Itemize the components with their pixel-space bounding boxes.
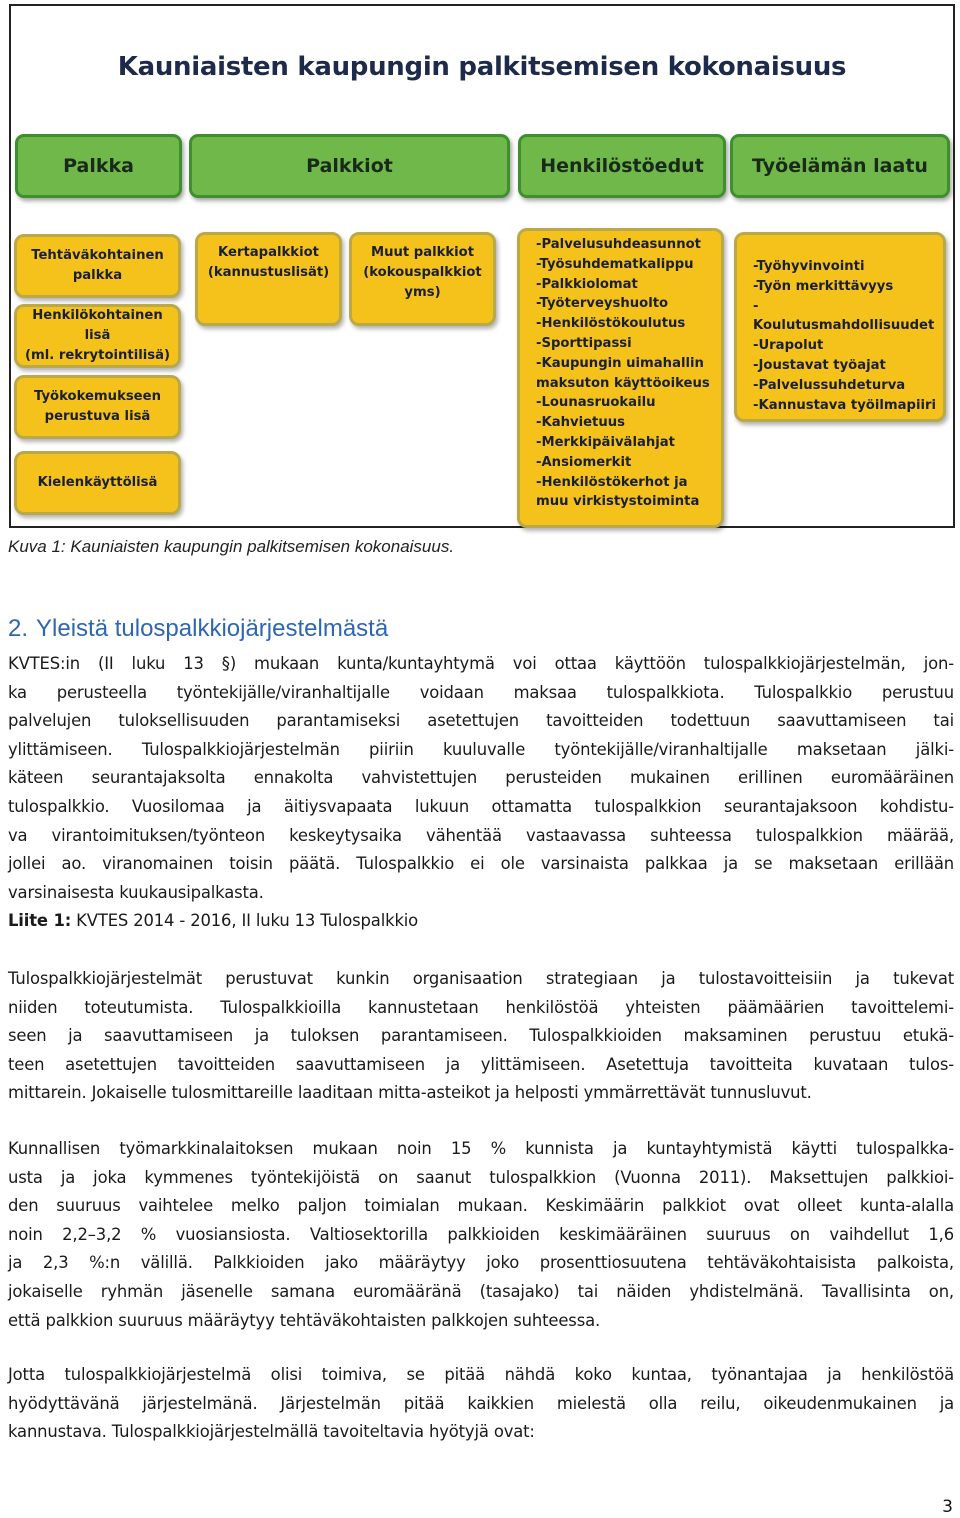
paragraph-2 [8, 965, 954, 1108]
box-tehtavakohtainen-palkka: Tehtäväkohtainen palkka [14, 234, 181, 298]
category-palkkiot: Palkkiot [189, 134, 510, 198]
list-item: -Lounasruokailu [536, 395, 656, 411]
paragraph-line: teen asetettujen tavoitteiden saavuttamiseen ja ylittämiseen. Asetettuja tavoitteita kuvataan tulos- [8, 1054, 954, 1074]
box-muut-palkkiot: Muut palkkiot (kokouspalkkiot yms) [349, 232, 496, 326]
paragraph-line: palvelujen tuloksellisuuden parantamiseksi asetettujen tavoitteiden todettuun saavuttamiseen tai [8, 711, 954, 731]
paragraph-line: hyödyttävänä järjestelmänä. Järjestelmän pitää kaikkien mielestä olla reilu, oikeudenmukainen ja [8, 1393, 954, 1413]
paragraph-line: varsinaisesta kuukausipalkasta. [8, 882, 264, 902]
list-item: -Henkilöstökoulutus [536, 316, 686, 332]
list-item: -Urapolut [753, 338, 824, 354]
paragraph-line: noin 2,2–3,2 % vuosiansiosta. Valtiosektorilla palkkioiden keskimääräinen suuruus on vaihdellut 1,6 [8, 1224, 954, 1244]
tyoelaman-laatu-list [753, 257, 937, 415]
paragraph-line: mittarein. Jokaiselle tulosmittareille laaditaan mitta-asteikot ja helposti ymmärrettävät tunnusluvut. [8, 1083, 812, 1103]
list-item: -Kannustava työilmapiiri [753, 397, 937, 413]
list-item: muu virkistystoiminta [536, 494, 700, 510]
paragraph-3 [8, 1135, 954, 1335]
diagram-title: Kauniaisten kaupungin palkitsemisen kokonaisuus [117, 52, 847, 82]
section-number: 2. [8, 615, 29, 642]
paragraph-line: den suuruus vaihtelee melko paljon toimialan mukaan. Keskimäärin palkkiot ovat olleet kunta-alalla [8, 1196, 954, 1216]
list-item: -Työsuhdematkalippu [536, 256, 694, 272]
section-heading [8, 615, 388, 643]
list-item: -Kaupungin uimahallin [536, 355, 704, 371]
paragraph-line: tulospalkkio. Vuosilomaa ja äitiysvapaata lukuun ottamatta tulospalkkion seurantajaksoon kohdistu- [8, 796, 954, 816]
paragraph-line: Kunnallisen työmarkkinalaitoksen mukaan noin 15 % kunnista ja kuntayhtymistä käytti tulospalkka- [8, 1139, 954, 1158]
box-henkilostoedut [517, 228, 724, 528]
list-item: -Palvelusuhdeasunnot [536, 237, 701, 252]
list-item: -Työterveyshuolto [536, 296, 669, 312]
paragraph-line: jollei ao. viranomainen toisin päätä. Tulospalkkio ei ole varsinaista palkkaa ja se maksetaan erillään [8, 854, 954, 874]
appendix-label: Liite 1: [8, 911, 72, 931]
list-item: -Sporttipassi [536, 335, 632, 351]
paragraph-line: Tulospalkkiojärjestelmät perustuvat kunkin organisaation strategiaan ja tulostavoitteisiin ja tukevat [8, 969, 954, 988]
section-title: Yleistä tulospalkkiojärjestelmästä [36, 615, 389, 642]
paragraph-1 [8, 650, 954, 936]
paragraph-line: jokaiselle ryhmän jäsenelle samana euromääränä (tasajako) tai näiden yhdistelmänä. Tavallisinta on, [8, 1281, 954, 1301]
list-item: -Työhyvinvointi [753, 259, 865, 274]
paragraph-line: Jotta tulospalkkiojärjestelmä olisi toimiva, se pitää nähdä koko kuntaa, työnantajaa ja henkilöstöä [8, 1365, 954, 1384]
list-item: maksuton käyttöoikeus [536, 375, 710, 391]
list-item: -Palvelussuhdeturva [753, 377, 906, 393]
paragraph-line: ylittämiseen. Tulospalkkiojärjestelmän piiriin kuuluvalle työntekijälle/viranhaltijalle maksetaan jälki- [8, 739, 954, 759]
paragraph-line: että palkkion suuruus määräytyy tehtäväkohtaisten palkkojen suhteessa. [8, 1310, 601, 1330]
list-item: -Kahvietuus [536, 415, 625, 431]
paragraph-line: va virantoimituksen/työnteon keskeytysaika vähentää vastaavassa suhteessa tulospalkkion määrää, [8, 825, 954, 845]
paragraph-line: ja 2,3 %:n välillä. Palkkioiden jako määräytyy joko prosenttiosuutena tehtäväkohtaisista palkoista, [8, 1253, 954, 1273]
figure-caption: Kuva 1: Kauniaisten kaupungin palkitsemisen kokonaisuus. [8, 537, 455, 556]
list-item: -Palkkiolomat [536, 276, 638, 292]
box-kielenkayttolisa: Kielenkäyttölisä [14, 451, 181, 515]
list-item: -Ansiomerkit [536, 454, 632, 470]
henkilostoedut-list [536, 235, 715, 512]
page-number: 3 [942, 1497, 953, 1517]
list-item: -Joustavat työajat [753, 357, 886, 373]
list-item: -Koulutusmahdollisuudet [753, 298, 935, 334]
category-henkilostoedut: Henkilöstöedut [518, 134, 726, 198]
appendix-text: KVTES 2014 - 2016, II luku 13 Tulospalkkio [71, 911, 419, 931]
appendix-reference [8, 907, 954, 936]
box-kertapalkkiot: Kertapalkkiot (kannustuslisät) [195, 232, 342, 326]
category-palkka: Palkka [15, 134, 182, 198]
paragraph-line: seen ja saavuttamiseen ja tuloksen parantamiseen. Tulospalkkioiden maksaminen perustuu etukä- [8, 1026, 954, 1046]
list-item: -Työn merkittävyys [753, 278, 894, 294]
paragraph-line: kannustava. Tulospalkkiojärjestelmällä tavoiteltavia hyötyjä ovat: [8, 1422, 535, 1442]
paragraph-4 [8, 1361, 954, 1447]
reward-diagram [9, 4, 955, 528]
box-tyokokemuslisa: Työkokemukseen perustuva lisä [14, 375, 181, 439]
box-tyoelaman-laatu [734, 232, 946, 422]
paragraph-line: käteen seurantajaksolta ennakolta vahvistettujen perusteiden mukainen erillinen euromääräinen [8, 768, 954, 788]
paragraph-line: usta ja joka kymmenes työntekijöistä on saanut tulospalkkion (Vuonna 2011). Maksettujen palkkioi- [8, 1167, 954, 1187]
category-tyoelaman-laatu: Työelämän laatu [730, 134, 950, 198]
paragraph-line: niiden toteutumista. Tulospalkkioilla kannustetaan henkilöstöä yhteisten päämäärien tavoittelemi- [8, 997, 954, 1017]
paragraph-line: KVTES:in (II luku 13 §) mukaan kunta/kuntayhtymä voi ottaa käyttöön tulospalkkiojärjestelmän, jon- [8, 654, 954, 673]
box-henkilokohtainen-lisa: Henkilökohtainen lisä (ml. rekrytointilisä) [14, 304, 181, 368]
list-item: -Henkilöstökerhot ja [536, 474, 688, 490]
list-item: -Merkkipäivälahjat [536, 434, 675, 450]
paragraph-line: ka perusteella työntekijälle/viranhaltijalle voidaan maksaa tulospalkkiota. Tulospalkkio perustuu [8, 682, 954, 702]
